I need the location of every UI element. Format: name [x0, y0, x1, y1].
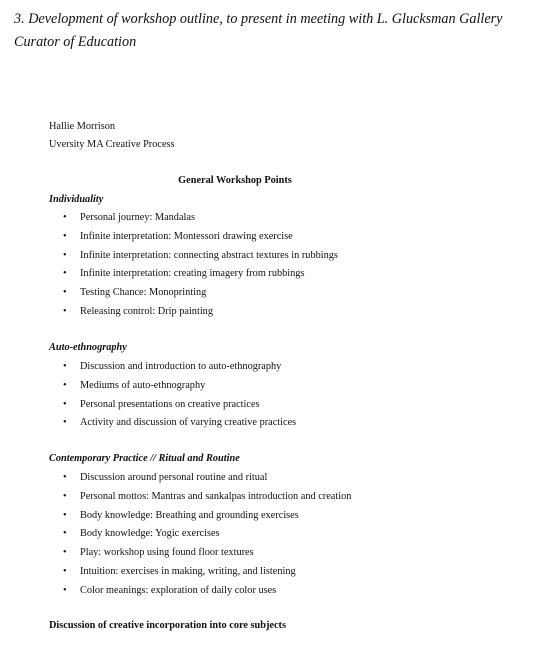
list-item-text: Body knowledge: Yogic exercises [80, 528, 220, 540]
list-item [49, 247, 338, 266]
bullet-icon: • [63, 490, 67, 502]
list-item-text: Color meanings: exploration of daily color uses [80, 584, 277, 596]
list-item [49, 377, 296, 396]
list-item [49, 525, 351, 544]
list-item [49, 303, 338, 322]
list-item-text: Releasing control: Drip painting [80, 305, 213, 317]
section-title-contemporary-practice: Contemporary Practice // Ritual and Routine [49, 453, 240, 464]
list-item [49, 414, 296, 433]
bullet-icon: • [63, 584, 67, 596]
bullet-icon: • [63, 547, 67, 559]
bullet-icon: • [63, 230, 67, 242]
list-item-text: Personal journey: Mandalas [80, 212, 195, 223]
section-list-individuality [49, 209, 338, 322]
bullet-icon: • [63, 268, 67, 280]
list-item-text: Testing Chance: Monoprinting [80, 287, 207, 299]
list-item-text: Personal mottos: Mantras and sankalpas introduction and creation [80, 490, 352, 502]
bullet-icon: • [63, 379, 67, 391]
author-block [49, 118, 175, 154]
bullet-icon: • [63, 287, 67, 299]
bullet-icon: • [63, 305, 67, 317]
bullet-icon: • [63, 249, 67, 261]
list-item [49, 563, 351, 582]
document-heading: 3. Development of workshop outline, to present in meeting with L. Glucksman Gallery Curator of Education [14, 11, 503, 50]
list-item-text: Infinite interpretation: creating imagery from rubbings [80, 268, 305, 280]
list-item-text: Discussion and introduction to auto-ethnography [80, 361, 282, 372]
list-item [49, 228, 338, 247]
list-item [49, 209, 338, 228]
list-item-text: Mediums of auto-ethnography [80, 379, 206, 391]
list-item [49, 469, 351, 488]
bullet-icon: • [63, 565, 67, 577]
bullet-icon: • [63, 509, 67, 521]
list-item-text: Intuition: exercises in making, writing, and listening [80, 565, 296, 577]
bullet-icon: • [63, 472, 67, 483]
section-list-contemporary-practice [49, 469, 351, 601]
list-item [49, 488, 351, 507]
list-item [49, 544, 351, 563]
list-item [49, 507, 351, 526]
author-program: Uversity MA Creative Process [49, 139, 175, 150]
list-item-text: Activity and discussion of varying creative practices [80, 417, 297, 429]
list-item-text: Body knowledge: Breathing and grounding exercises [80, 509, 299, 521]
bullet-icon: • [63, 528, 67, 540]
list-item [49, 265, 338, 284]
list-item [49, 582, 351, 601]
list-item-text: Discussion around personal routine and ritual [80, 472, 268, 483]
section-title-auto-ethnography: Auto-ethnography [49, 342, 127, 353]
bullet-icon: • [63, 212, 67, 223]
closing-heading: Discussion of creative incorporation into core subjects [49, 620, 286, 631]
list-item [49, 358, 296, 377]
bullet-icon: • [63, 361, 67, 372]
list-item-text: Personal presentations on creative practices [80, 398, 260, 410]
section-title-individuality: Individuality [49, 194, 104, 205]
list-item [49, 396, 296, 415]
list-item-text: Infinite interpretation: Montessori drawing exercise [80, 230, 293, 242]
list-item-text: Infinite interpretation: connecting abstract textures in rubbings [80, 249, 338, 261]
list-item [49, 284, 338, 303]
bullet-icon: • [63, 417, 67, 429]
workshop-title: General Workshop Points [178, 175, 292, 186]
author-name: Hallie Morrison [49, 121, 116, 132]
section-list-auto-ethnography [49, 358, 296, 433]
bullet-icon: • [63, 398, 67, 410]
list-item-text: Play: workshop using found floor textures [80, 547, 254, 559]
